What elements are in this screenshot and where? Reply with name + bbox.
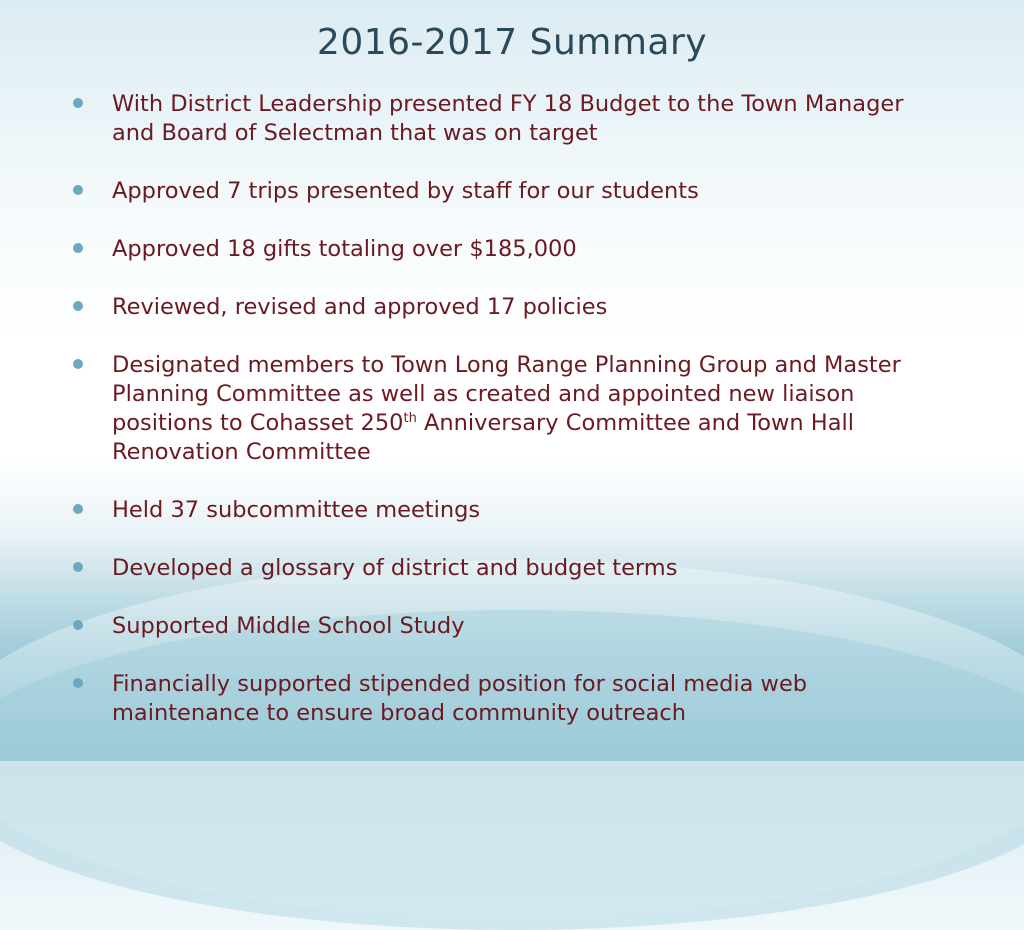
bullet-dot-icon — [73, 678, 83, 688]
bullet-dot-icon — [73, 301, 83, 311]
bullet-item — [72, 351, 952, 467]
bullet-dot-icon — [73, 504, 83, 514]
bullet-item — [72, 90, 952, 148]
bullet-dot-icon — [73, 185, 83, 195]
bullet-dot-icon — [73, 562, 83, 572]
bullet-item — [72, 612, 952, 641]
bullet-item — [72, 670, 952, 728]
bullet-text: With District Leadership presented FY 18 Budget to the Town Manager and Board of Selectman that was on target — [112, 91, 904, 146]
bullet-dot-icon — [73, 620, 83, 630]
bullet-text: Held 37 subcommittee meetings — [112, 497, 481, 523]
bullet-text: Financially supported stipended position for social media web maintenance to ensure broad community outreach — [112, 671, 808, 726]
bullet-text: Approved 18 gifts totaling over $185,000 — [112, 236, 577, 262]
bullet-item — [72, 235, 952, 264]
bullet-list — [72, 90, 952, 757]
bullet-item — [72, 177, 952, 206]
bullet-dot-icon — [73, 98, 83, 108]
bullet-text: Developed a glossary of district and budget terms — [112, 555, 678, 581]
bullet-text-part: Designated members to Town Long Range Planning Group and Master Planning Committee as well as created and appointed new liaison positions to Cohasset 250 — [112, 352, 901, 436]
bullet-text: Approved 7 trips presented by staff for our students — [112, 178, 699, 204]
bullet-dot-icon — [73, 243, 83, 253]
bullet-item — [72, 293, 952, 322]
bullet-text-part: Anniversary Committee and Town Hall Renovation Committee — [112, 410, 855, 465]
bullet-item — [72, 496, 952, 525]
bullet-text — [112, 352, 901, 465]
bullet-item — [72, 554, 952, 583]
superscript-ordinal: th — [403, 411, 417, 426]
slide-title: 2016-2017 Summary — [316, 22, 708, 63]
bullet-dot-icon — [73, 359, 83, 369]
bullet-text: Supported Middle School Study — [112, 613, 465, 639]
bullet-text: Reviewed, revised and approved 17 policies — [112, 294, 608, 320]
